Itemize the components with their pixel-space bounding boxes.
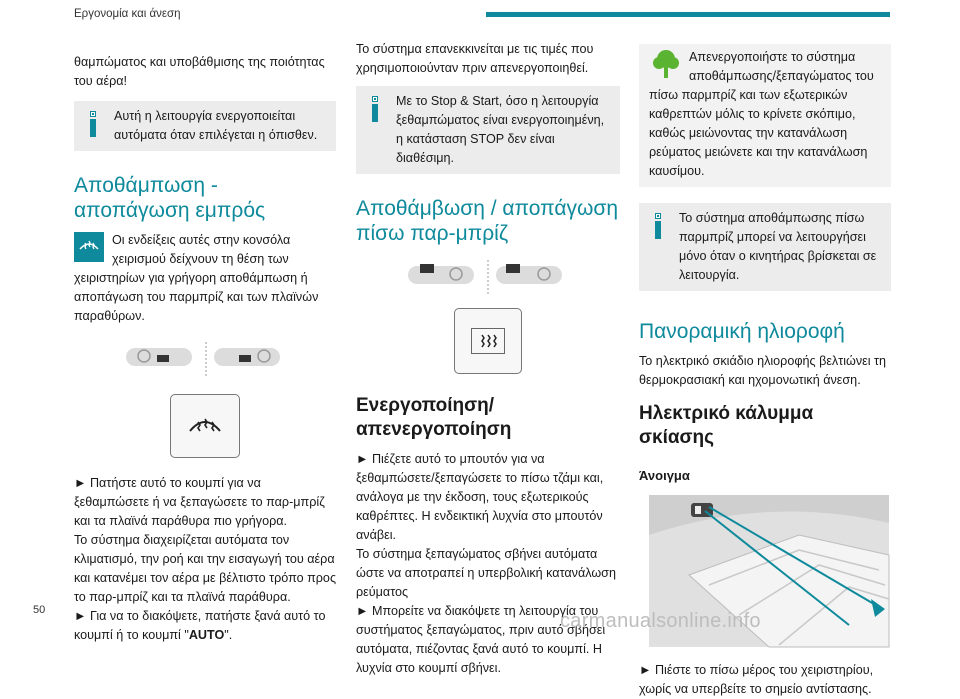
col1-body1: Το σύστημα διαχειρίζεται αυτόματα τον κλιματισμό, την ροή και την εισαγωγή του αέρα και κατανέμει τον αέρα με βέλτιστο τρόπο προς το παρ-μπρίζ και τα πλαϊνά παράθυρα.: [74, 533, 337, 604]
eco-tip-text: Απενεργοποιήστε το σύστημα αποθάμπωσης/ξεπαγώματος του πίσω παρμπρίζ και των εξωτερικών καθρεπτών μόλις το κρίνετε σκόπιμο, καθώς μειώνοντας την κατανάλωση ρεύματος μειώνετε και την κατανάλωση καυσίμου.: [649, 50, 874, 178]
col1-heading: Αποθάμπωση - αποπάγωση εμπρός: [74, 174, 266, 222]
col2-step2: ► Μπορείτε να διακόψετε τη λειτουργία του συστήματος ξεπαγώματος, πριν αυτό σβήσει αυτόματα, πιέζοντας ξανά αυτό το κουμπί. Η λυχνία στο κουμπί σβήνει.: [356, 604, 606, 675]
info-icon: [655, 213, 661, 239]
eco-tree-icon: [649, 48, 683, 80]
col1-step1: ► Πατήστε αυτό το κουμπί για να ξεθαμπώσετε ή να ξεπαγώσετε το παρ-μπρίζ και τα πλαϊνά παράθυρα πιο γρήγορα.: [74, 476, 325, 528]
info-icon: [372, 96, 378, 122]
col2-heading: Αποθάμβωση / αποπάγωση πίσω παρ-μπρίζ: [356, 197, 618, 245]
col1-desc-block: [74, 231, 336, 326]
console-indicators-icon: [356, 256, 620, 302]
front-defrost-button: [170, 394, 240, 458]
col2-step1: ► Πιέζετε αυτό το μπουτόν για να ξεθαμπώσετε/ξεπαγώσετε το πίσω τζάμι και, ανάλογα με την έκδοση, τους εξωτερικούς καθρέπτες. Η ενδεικτική λυχνία στο μπουτόν ανάβει.: [356, 452, 604, 542]
col1-step2-post: ".: [224, 628, 233, 642]
column-3: [639, 40, 891, 699]
col3-subheading: Ηλεκτρικό κάλυμμα σκίασης: [639, 403, 814, 448]
front-defrost-icon: [74, 232, 104, 262]
rear-defrost-icon: [476, 333, 500, 349]
col1-info-box: [74, 101, 336, 151]
col1-info-text: Αυτή η λειτουργία ενεργοποιείται αυτόματα όταν επιλέγεται η όπισθεν.: [114, 109, 318, 142]
page-number: 50: [33, 604, 46, 616]
front-console-illustration: [74, 338, 336, 384]
watermark: carmanualsonline.info: [560, 610, 761, 632]
front-defrost-button-illustration: [74, 394, 336, 466]
col3-info-box: [639, 203, 891, 291]
info-icon: [90, 111, 96, 137]
col3-step1: ► Πιέστε το πίσω μέρος του χειριστηρίου, χωρίς να υπερβείτε το σημείο αντίστασης.: [639, 663, 874, 696]
col3-info-text: Το σύστημα αποθάμπωσης πίσω παρμπρίζ μπορεί να λειτουργήσει μόνο όταν ο κινητήρας βρίσκεται σε λειτουργία.: [679, 211, 877, 282]
col3-desc: Το ηλεκτρικό σκιάδιο ηλιοροφής βελτιώνει τη θερμοκρασιακή και ηχομονωτική άνεση.: [639, 354, 887, 387]
rear-defrost-button-illustration: [356, 308, 620, 386]
col1-step2-pre: ► Για να το διακόψετε, πατήστε ξανά αυτό το κουμπί ή το κουμπί ": [74, 609, 326, 642]
col3-subsubheading: Άνοιγμα: [639, 468, 690, 483]
column-2: [356, 40, 620, 678]
col2-info-text: Με το Stop & Start, όσο η λειτουργία ξεθαμπώματος είναι ενεργοποιημένη, η κατάσταση STOP δεν είναι διαθέσιμη.: [396, 94, 605, 165]
rear-console-illustration: [356, 256, 620, 302]
col1-intro: θαμπώματος και υποβάθμισης της ποιότητας του αέρα!: [74, 55, 325, 88]
col2-info-box: [356, 86, 620, 174]
column-1: [74, 40, 336, 645]
eco-tip-box: [639, 44, 891, 187]
header-accent-bar: [486, 12, 890, 17]
front-defrost-icon: [187, 413, 223, 439]
auto-label: AUTO: [188, 628, 225, 642]
col1-step2: [74, 607, 336, 645]
console-indicators-icon: [74, 338, 336, 384]
col2-body1: Το σύστημα ξεπαγώματος σβήνει αυτόματα ώστε να αποτραπεί η υπερβολική κατανάλωση ρεύματος: [356, 547, 616, 599]
col2-subheading: Ενεργοποίηση/απενεργοποίηση: [356, 395, 512, 440]
col2-intro: Το σύστημα επανεκκινείται με τις τιμές που χρησιμοποιούνταν πριν απενεργοποιηθεί.: [356, 42, 594, 75]
col3-heading: Πανοραμική ηλιοροφή: [639, 320, 845, 343]
rear-defrost-button: [454, 308, 522, 374]
header-title: Εργονομία και άνεση: [74, 8, 181, 20]
col1-desc: Οι ενδείξεις αυτές στην κονσόλα χειρισμού δείχνουν τη θέση των χειριστηρίων για γρήγορη αποθάμπωση ή αποπάγωση του παρμπρίζ και των πλαϊνών παραθύρων.: [74, 233, 319, 323]
